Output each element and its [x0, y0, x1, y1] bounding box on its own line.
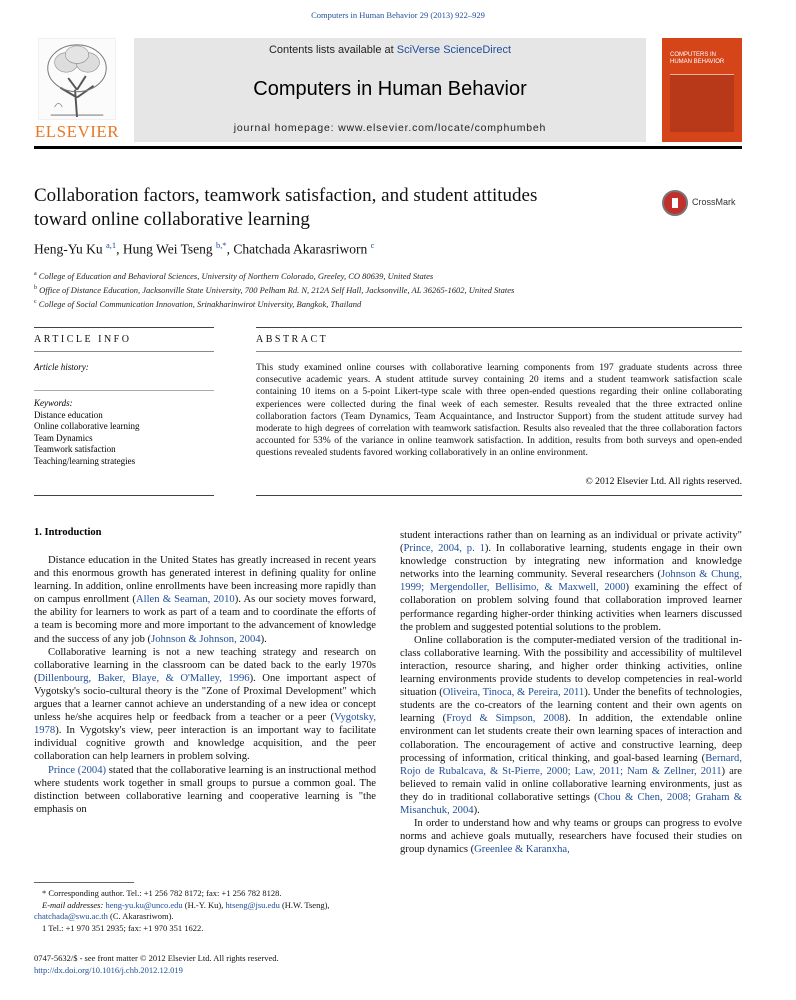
- body-paragraph: student interactions rather than on learning as an individual or private activity" (Prince, 2004, p. 1). In collaborative learning, students engage in their own knowledge construction by integrating new information and knowledge networks into the learning community. Several researchers (Johnson & Chung, 1999; Mergendoller, Bellisimo, & Maxwell, 2000) examining the effect of collaboration on problem solving found that collaboration improved learner performance regarding higher-order thinking activities when learners discussed the problem and suggested potential solutions to the problem.: [400, 530, 743, 633]
- body-paragraph: Online collaboration is the computer-mediated version of the traditional in-class collaborative learning. With the possibility and accessibility of multilevel interaction, resource sharing, and higher order thinking activities, online learning environments provide students to develop competencies in real-world situation (Oliveira, Tinoca, & Pereira, 2011). Under the benefits of technologies, students are the co-creators of the learning content and their own agents on learning (Froyd & Simpson, 2008). In addition, the extendable online environment can let students create their own learning spaces of interaction and collaboration. The encouragement of active and constructive learning, deep processing of information, critical thinking, and goal-based learning (Bernard, Rojo de Rubalcava, & St-Pierre, 2000; Law, 2011; Nam & Zellner, 2011) are believed to remain valid in online collaborative learning environments, just as they do in traditional collaborative settings (Chou & Chen, 2008; Graham & Misanchuk, 2004).: [400, 634, 743, 816]
- citation-link[interactable]: Prince, 2004, p. 1: [403, 543, 485, 555]
- affiliation-item: [34, 296, 734, 310]
- author-name[interactable]: Heng-Yu Ku: [34, 241, 103, 257]
- keyword-item: Distance education: [34, 409, 103, 420]
- cover-title-line1: COMPUTERS IN: [670, 52, 717, 58]
- citation-link[interactable]: Froyd & Simpson, 2008: [446, 713, 565, 725]
- author-affiliation-marker[interactable]: a,1: [106, 240, 117, 250]
- elsevier-wordmark: ELSEVIER: [34, 122, 120, 141]
- article-title-line1: Collaboration factors, teamwork satisfaction, and student attitudes: [34, 185, 538, 206]
- email-addresses-note: E-mail addresses: heng-yu.ku@unco.edu (H.-Y. Ku), htseng@jsu.edu (H.W. Tseng), chatchada@swu.ac.th (C. Akarasriwom).: [34, 899, 330, 921]
- homepage-url-link[interactable]: www.elsevier.com/locate/comphumbeh: [338, 122, 547, 134]
- journal-homepage: [134, 122, 646, 134]
- keyword-item: Team Dynamics: [34, 432, 93, 443]
- body-column-right: [400, 529, 742, 856]
- journal-masthead: [134, 38, 646, 142]
- corresponding-author-note: * Corresponding author. Tel.: +1 256 782 8172; fax: +1 256 782 8128.: [42, 888, 282, 898]
- footnotes: [34, 888, 376, 934]
- contents-prefix: Contents lists available at: [268, 44, 397, 56]
- citation-link[interactable]: Dillenbourg, Baker, Blaye, & O'Malley, 1996: [37, 672, 250, 684]
- article-title: [34, 184, 634, 232]
- article-title-line2: toward online collaborative learning: [34, 209, 310, 230]
- author-name[interactable]: Hung Wei Tseng: [122, 241, 213, 257]
- affiliations: [34, 268, 734, 309]
- author-footnote-1: 1 Tel.: +1 970 351 2935; fax: +1 970 351 1622.: [42, 922, 204, 933]
- body-column-left: [34, 554, 376, 816]
- journal-cover-thumbnail[interactable]: [662, 38, 742, 142]
- citation-link[interactable]: Prince (2004): [48, 764, 107, 776]
- affiliation-marker: a: [34, 271, 37, 277]
- tree-emblem-icon: [38, 38, 116, 120]
- author-affiliation-marker[interactable]: c: [370, 240, 375, 250]
- affiliation-item: [34, 282, 734, 296]
- abstract-heading: ABSTRACT: [256, 334, 329, 345]
- introduction-heading: 1. Introduction: [34, 527, 102, 538]
- footnote-rule: [34, 882, 134, 883]
- citation-link[interactable]: Chou & Chen, 2008; Graham & Misanchuk, 2004: [400, 791, 742, 816]
- affiliation-text: Office of Distance Education, Jacksonville State University, 700 Pelham Rd. N, 212A Self Hall, Jacksonville, AL 36265-1602, United States: [39, 284, 515, 295]
- affiliation-text: College of Education and Behavioral Sciences, University of Northern Colorado, Greeley, CO 80639, United States: [38, 270, 434, 281]
- author-name[interactable]: Chatchada Akarasriworn: [233, 241, 368, 257]
- abstract-rule-mid: [256, 351, 742, 352]
- journal-title: Computers in Human Behavior: [253, 78, 527, 100]
- keyword-item: Online collaborative learning: [34, 421, 140, 432]
- citation-link[interactable]: Allen & Seaman, 2010: [135, 594, 235, 606]
- abstract-copyright: © 2012 Elsevier Ltd. All rights reserved.: [585, 476, 742, 487]
- doi-link[interactable]: http://dx.doi.org/10.1016/j.chb.2012.12.019: [34, 965, 183, 975]
- abstract-rule-top: [256, 327, 742, 328]
- crossmark-icon: [662, 190, 688, 216]
- issn-line: 0747-5632/$ - see front matter © 2012 Elsevier Ltd. All rights reserved.: [34, 953, 279, 963]
- email-link[interactable]: htseng@jsu.edu: [225, 899, 280, 910]
- sciencedirect-link[interactable]: SciVerse ScienceDirect: [396, 44, 512, 56]
- cover-title: [670, 52, 734, 66]
- article-info-heading: ARTICLE INFO: [34, 334, 132, 345]
- body-paragraph: Prince (2004) stated that the collaborative learning is an instructional method where students work together in small groups to pursue a common goal. The distinction between collaborative learning and cooperative learning is "the emphasis on: [34, 764, 376, 815]
- email-link[interactable]: chatchada@swu.ac.th: [34, 911, 108, 921]
- author-list: Heng-Yu Ku $^{a,1}$, Hung Wei Tseng $^{b,*}$, Chatchada Akarasriworn $^c$: [34, 240, 375, 257]
- body-paragraph: Distance education in the United States has greatly increased in recent years and this enormous growth has generated interest in defining quality for online learning. In addition, online enrollments have been increasing more rapidly than on campus enrollment (Allen & Seaman, 2010). As our society moves forward, the ability for learners to work as part of a team and to coordinate the efforts of a team is becoming more and more important to the advancement of knowledge and the success of any job (Johnson & Johnson, 2004).: [34, 555, 377, 645]
- homepage-prefix: journal homepage:: [233, 122, 339, 134]
- article-info-rule-mid: [34, 351, 214, 352]
- keyword-item: Teaching/learning strategies: [34, 455, 136, 466]
- email-link[interactable]: heng-yu.ku@unco.edu: [105, 899, 183, 910]
- citation-link[interactable]: Johnson & Chung, 1999; Mergendoller, Bellisimo, & Maxwell, 2000: [400, 569, 743, 594]
- body-paragraph: In order to understand how and why teams or groups can progress to evolve norms and achieve goals mutually, researchers have focused their studies on group dynamics (Greenlee & Karanxha,: [400, 818, 742, 856]
- article-meta: [34, 952, 434, 976]
- author-affiliation-marker[interactable]: b,*: [216, 240, 227, 250]
- keywords-rule: [34, 390, 214, 391]
- citation-link[interactable]: Bernard, Rojo de Rubalcava, & St-Pierre, 2000; Law, 2011; Nam & Zellner, 2011: [400, 752, 742, 777]
- crossmark-badge[interactable]: [662, 190, 772, 218]
- article-info-rule-bottom: [34, 495, 214, 496]
- citation-link[interactable]: Vygotsky, 1978: [34, 712, 376, 737]
- crossmark-label: CrossMark: [692, 197, 736, 207]
- keywords-label: Keywords:: [34, 398, 73, 408]
- elsevier-logo[interactable]: [34, 38, 120, 142]
- affiliation-marker: b: [34, 284, 37, 291]
- contents-line: [134, 44, 646, 56]
- citation-link[interactable]: Johnson & Johnson, 2004: [151, 633, 261, 645]
- body-paragraph: Collaborative learning is not a new teaching strategy and research on collaborative learning in the classroom can be dated back to the early 1970s (Dillenbourg, Baker, Blaye, & O'Malley, 1996). One important aspect of Vygotsky's socio-cultural theory is the "Zone of Proximal Development" which argues that a learner cannot achieve an understanding of a new idea or concept unless he/she acquires help or feedback from a teacher or a peer (Vygotsky, 1978). In Vygotsky's view, peer interaction is an important way to facilitate individual cognitive growth and knowledge acquisition, and the peer collaboration can help learners in problem solving.: [34, 646, 376, 763]
- keyword-item: Teamwork satisfaction: [34, 444, 116, 455]
- abstract-text: This study examined online courses with collaborative learning components from 197 graduate students across three consecutive academic years. A student attitude survey containing 20 items and a student teamwork satisfaction scale containing 10 items on a 5-point Likert-type scale with three open-ended questions regarding their online collaborating experiences were collected during the final week of each semester. Results revealed that the three extracted online collaboration factors (Team Dynamics, Team Acquaintance, and Instructor Support) from the student attitude survey had moderate to high degrees of correlation with teamwork satisfaction. Results also revealed that the three collaboration factors accounted for 53% of the variance in online teamwork satisfaction. In addition, results from both surveys and open-ended questions revealed students favored working collaboratively in an online environment.: [256, 362, 742, 459]
- running-head[interactable]: Computers in Human Behavior 29 (2013) 922–929: [311, 10, 485, 20]
- keywords-block: [34, 398, 214, 468]
- citation-link[interactable]: Greenlee & Karanxha,: [474, 844, 570, 856]
- abstract-rule-bottom: [256, 495, 742, 496]
- article-info-rule-top: [34, 327, 214, 328]
- masthead-rule: [34, 146, 742, 149]
- affiliation-item: [34, 268, 734, 282]
- cover-title-line2: HUMAN BEHAVIOR: [670, 59, 725, 65]
- article-history-label: Article history:: [34, 362, 89, 372]
- citation-link[interactable]: Oliveira, Tinoca, & Pereira, 2011: [442, 687, 585, 699]
- affiliation-marker: c: [34, 298, 37, 305]
- affiliation-text: College of Social Communication Innovation, Srinakharinwirot University, Bangkok, Thailand: [38, 298, 362, 309]
- cover-artwork: [670, 74, 734, 132]
